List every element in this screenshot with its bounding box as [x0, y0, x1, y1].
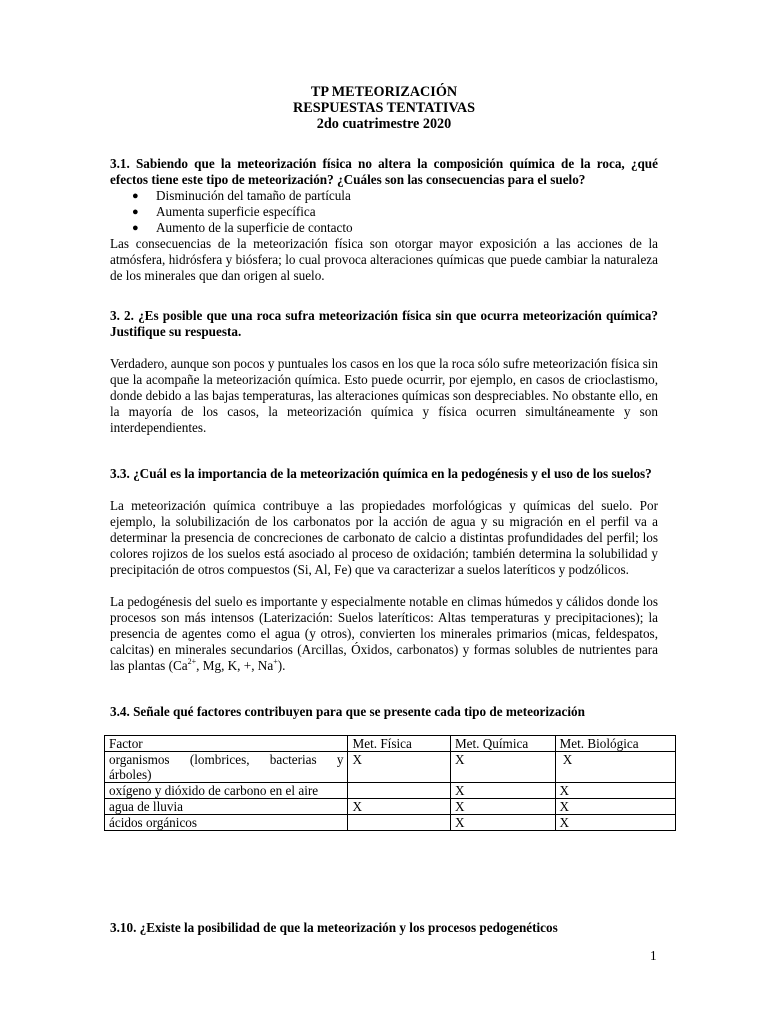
- column-header: Met. Química: [450, 736, 555, 752]
- question-3-2: 3. 2. ¿Es posible que una roca sufra meteorización física sin que ocurra meteorización química? Justifique su respuesta.: [110, 308, 658, 339]
- table-cell-factor: oxígeno y dióxido de carbono en el aire: [105, 783, 348, 799]
- table-cell: X: [450, 815, 555, 831]
- table-cell: X: [555, 752, 676, 783]
- answer-3-3-paragraph-1: La meteorización química contribuye a las propiedades morfológicas y químicas del suelo. Por ejemplo, la solubilización de los carbonatos por la acción de agua y su migración en el perfil va a determinar la presencia de concreciones de carbonato de calcio a distintas profundidades del perfil; los colores rojizos de los suelos está asociado al proceso de oxidación; también determina la solubilidad y precipitación de otros compuestos (Si, Al, Fe) que va caracterizar a suelos lateríticos y podzólicos.: [110, 498, 658, 577]
- question-3-10: 3.10. ¿Existe la posibilidad de que la meteorización y los procesos pedogenéticos: [110, 920, 558, 935]
- document-header: [110, 84, 658, 132]
- list-item: ● Aumento de la superficie de contacto: [132, 220, 353, 235]
- question-3-4: 3.4. Señale qué factores contribuyen para que se presente cada tipo de meteorización: [110, 704, 585, 719]
- superscript: 2+: [187, 657, 197, 666]
- table-cell: X: [450, 752, 555, 783]
- page-number: 1: [650, 948, 657, 963]
- table-row: [105, 783, 676, 799]
- table-cell: X: [555, 799, 676, 815]
- table-cell-factor: organismos (lombrices, bacterias y árboles): [105, 752, 348, 783]
- bullet-icon: ●: [132, 222, 139, 234]
- bullet-icon: ●: [132, 206, 139, 218]
- bullet-list: [110, 188, 658, 236]
- table-cell: X: [450, 783, 555, 799]
- table-cell: X: [348, 752, 450, 783]
- column-header: Met. Física: [348, 736, 450, 752]
- table-row: [105, 752, 676, 783]
- document-subtitle: RESPUESTAS TENTATIVAS: [292, 100, 475, 116]
- answer-3-1: Las consecuencias de la meteorización física son otorgar mayor exposición a las acciones de la atmósfera, hidrósfera y biósfera; lo cual provoca alteraciones químicas que puede cambiar la naturaleza de los minerales que dan origen al suelo.: [110, 236, 658, 283]
- document-title: TP METEORIZACIÓN: [310, 84, 458, 100]
- table-cell: X: [348, 799, 450, 815]
- document-content: [110, 84, 658, 831]
- table-cell-factor: ácidos orgánicos: [105, 815, 348, 831]
- document-term: 2do cuatrimestre 2020: [316, 116, 452, 132]
- table-cell-factor: agua de lluvia: [105, 799, 348, 815]
- list-item: ● Disminución del tamaño de partícula: [132, 188, 351, 203]
- table-cell: X: [450, 799, 555, 815]
- column-header: Met. Biológica: [555, 736, 676, 752]
- table-cell: X: [555, 783, 676, 799]
- table-cell: [348, 815, 450, 831]
- table-header-row: [105, 736, 676, 752]
- list-item: ● Aumenta superficie específica: [132, 204, 316, 219]
- table-cell: X: [555, 815, 676, 831]
- answer-3-3-paragraph-2: La pedogénesis del suelo es importante y especialmente notable en climas húmedos y cálidos donde los procesos son más intensos (Laterización: Suelos lateríticos: Altas temperaturas y precipitaciones); la presencia de agentes como el agua (y otros), convierten los minerales primarios (micas, feldespatos, calcitas) en minerales secundarios (Arcillas, Óxidos, carbonatos) y formas solubles de nutrientes para las plantas ($Ca^{2+}$, Mg, K, +, Na+).: [110, 594, 658, 673]
- table-row: [105, 815, 676, 831]
- answer-3-2: Verdadero, aunque son pocos y puntuales los casos en los que la roca sólo sufre meteorización física sin que la acompañe la meteorización química. Esto puede ocurrir, por ejemplo, en casos de crioclastismo, donde debido a las bajas temperaturas, las alteraciones químicas son despreciables. No obstante ello, en la mayoría de los casos, la meteorización química y física ocurren simultáneamente y son interdependientes.: [110, 356, 658, 435]
- bullet-icon: ●: [132, 190, 139, 202]
- question-3-3: 3.3. ¿Cuál es la importancia de la meteorización química en la pedogénesis y el uso de los suelos?: [110, 466, 652, 481]
- column-header: Factor: [105, 736, 348, 752]
- table-cell: [348, 783, 450, 799]
- superscript: +: [273, 657, 278, 666]
- factors-table: [104, 735, 676, 831]
- question-3-1: 3.1. Sabiendo que la meteorización física no altera la composición química de la roca, ¿qué efectos tiene este tipo de meteorización? ¿Cuáles son las consecuencias para el suelo?: [110, 156, 658, 187]
- table-row: [105, 799, 676, 815]
